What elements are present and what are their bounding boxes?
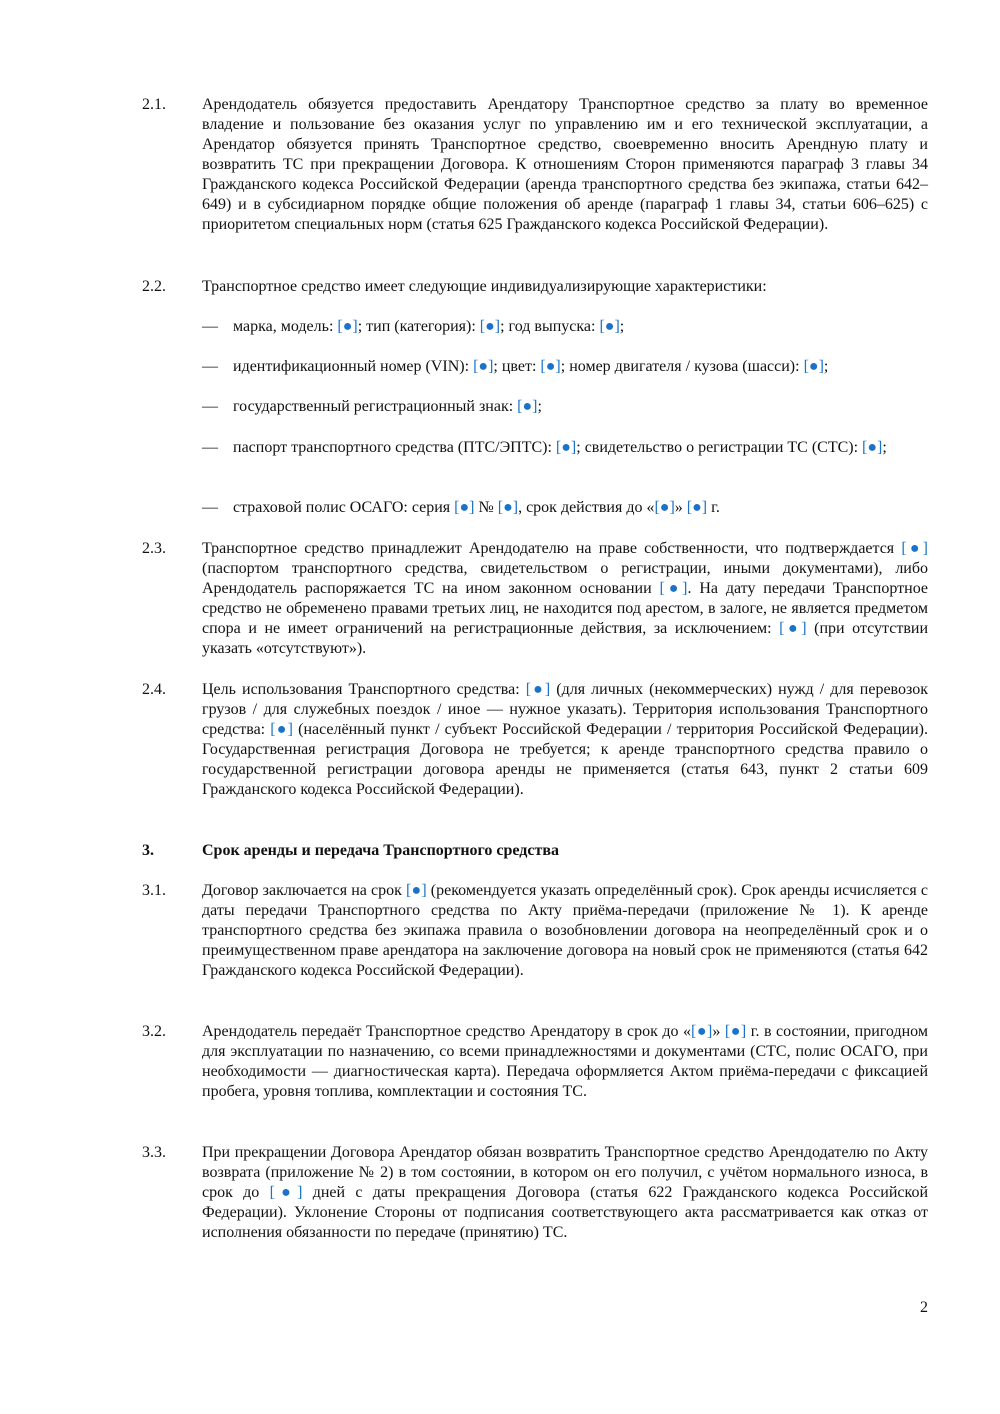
text: »	[674, 499, 687, 516]
text: (при отсутствии указать «отсутствуют»).	[202, 620, 929, 657]
text: (паспортом транспортного средства, свидетельством о регистрации, иными документами), либо Арендодатель распоряжается ТС на ином законном основании	[202, 560, 928, 597]
text: Договор заключается на срок	[202, 882, 407, 899]
clause-number: 3.2.	[142, 1023, 166, 1040]
clause-text: Транспортное средство имеет следующие индивидуализирующие характеристики:	[202, 278, 767, 295]
clause-2-1	[142, 95, 928, 235]
text: Цель использования Транспортного средства:	[202, 681, 526, 698]
list-item-osago	[202, 498, 928, 518]
clause-2-2	[142, 277, 928, 297]
clause-3-2	[142, 1022, 928, 1102]
list-item-vin	[202, 357, 928, 377]
dash-marker: —	[202, 398, 218, 415]
placeholder: [●]	[803, 358, 824, 375]
text: государственный регистрационный знак:	[233, 398, 518, 415]
placeholder: [●]	[901, 540, 928, 557]
placeholder: [●]	[599, 318, 620, 335]
section-heading-3	[142, 841, 928, 861]
list-item-text	[233, 397, 928, 417]
list-item-text	[233, 317, 928, 337]
dash-marker: —	[202, 499, 218, 516]
clause-number: 2.1.	[142, 96, 166, 113]
text: ;	[882, 439, 887, 456]
text: ; тип (категория):	[357, 318, 480, 335]
text: дней с даты прекращения Договора (статья 622 Гражданского кодекса Российской Федерации). Уклонение Стороны от подписания соответствующего акта рассматривается как отказ от исполнения обязанности по передаче (принятию) ТС.	[202, 1184, 929, 1241]
text: Арендодатель передаёт Транспортное средство Арендатору в срок до «	[202, 1023, 692, 1040]
dash-marker: —	[202, 358, 218, 375]
clause-3-1	[142, 881, 928, 981]
text: . На дату передачи Транспортное средство не обременено правами третьих лиц, не находится под арестом, в залоге, не является предметом спора и не имеет ограничений на регистрационные действия, за исключением:	[202, 580, 928, 637]
placeholder: [●]	[479, 318, 501, 335]
placeholder: [●]	[270, 721, 293, 738]
placeholder: [●]	[269, 1184, 303, 1201]
placeholder: [●]	[406, 882, 427, 899]
text: ;	[823, 358, 829, 375]
clause-text	[202, 1022, 928, 1102]
placeholder: [●]	[454, 499, 475, 516]
clause-3-3	[142, 1143, 928, 1243]
clause-text	[202, 881, 928, 981]
list-item-make-model	[202, 317, 928, 337]
section-title: Срок аренды и передача Транспортного средства	[202, 842, 559, 859]
list-item-plate	[202, 397, 928, 417]
section-number: 3.	[142, 842, 154, 859]
text: г.	[707, 499, 720, 516]
text: паспорт транспортного средства (ПТС/ЭПТС):	[233, 439, 556, 456]
placeholder: [●]	[337, 318, 358, 335]
text: марка, модель:	[233, 318, 338, 335]
placeholder: [●]	[517, 398, 538, 415]
text: ; год выпуска:	[500, 318, 600, 335]
placeholder: [●]	[686, 499, 708, 516]
text: (для личных (некоммерческих) нужд / для перевозок грузов / для служебных поездок / иное — нужное указать). Территория использования Транспортного средства:	[202, 681, 928, 738]
placeholder: [●]	[525, 681, 551, 698]
text: №	[474, 499, 498, 516]
list-item-text	[233, 438, 928, 458]
text: г. в состоянии, пригодном для эксплуатации по назначению, со всеми принадлежностями и документами (СТС, полис ОСАГО, при необходимости — диагностическая карта). Передача оформляется Актом приёма-передачи с фиксацией пробега, уровня топлива, комплектации и состояния ТС.	[202, 1023, 928, 1100]
text: страховой полис ОСАГО: серия	[233, 499, 455, 516]
clause-number: 2.3.	[142, 540, 166, 557]
text: »	[712, 1023, 725, 1040]
clause-2-3	[142, 539, 928, 659]
clause-text	[202, 1143, 928, 1243]
dash-marker: —	[202, 439, 218, 456]
clause-text	[202, 680, 928, 800]
placeholder: [●]	[654, 499, 675, 516]
placeholder: [●]	[540, 358, 561, 375]
placeholder: [●]	[724, 1023, 747, 1040]
placeholder: [●]	[497, 499, 519, 516]
page-number: 2	[920, 1299, 928, 1316]
placeholder: [●]	[555, 439, 577, 456]
dash-marker: —	[202, 318, 218, 335]
clause-text	[202, 539, 928, 659]
clause-2-4	[142, 680, 928, 800]
clause-text: Арендодатель обязуется предоставить Арендатору Транспортное средство за плату во временное владение и пользование без оказания услуг по управлению им и его технической эксплуатации, а Арендатор обязуется принять Транспортное средство, своевременно вносить Арендную плату и возвратить ТС при прекращении Договора. К отношениям Сторон применяются параграф 3 главы 34 Гражданского кодекса Российской Федерации (аренда транспортного средства без экипажа, статьи 642–649) и в субсидиарном порядке общие положения об аренде (параграф 1 главы 34, статьи 606–625) с приоритетом специальных норм (статья 625 Гражданского кодекса Российской Федерации).	[202, 96, 928, 233]
text: ;	[537, 398, 542, 415]
list-item-text	[233, 498, 928, 518]
placeholder: [●]	[473, 358, 494, 375]
text: ; цвет:	[493, 358, 541, 375]
text: ;	[619, 318, 625, 335]
placeholder: [●]	[691, 1023, 713, 1040]
clause-number: 3.3.	[142, 1144, 166, 1161]
text: При прекращении Договора Арендатор обязан возвратить Транспортное средство Арендодателю по Акту возврата (приложение № 2) в том состоянии, в котором он его получил, с учётом нормального износа, в срок до	[202, 1144, 928, 1201]
text: ; номер двигателя / кузова (шасси):	[560, 358, 804, 375]
clause-number: 3.1.	[142, 882, 166, 899]
clause-number: 2.2.	[142, 278, 166, 295]
text: (рекомендуется указать определённый срок). Срок аренды исчисляется с даты передачи Транспортного средства по Акту приёма-передачи (приложение № 1). К аренде транспортного средства без экипажа правила о возобновлении договора на неопределённый срок и о преимущественном праве арендатора на заключение договора на новый срок не применяются (статья 642 Гражданского кодекса Российской Федерации).	[202, 882, 929, 979]
placeholder: [●]	[659, 580, 688, 597]
placeholder: [●]	[862, 439, 883, 456]
text: идентификационный номер (VIN):	[233, 358, 474, 375]
list-item-pts	[202, 438, 928, 458]
text: Транспортное средство принадлежит Арендодателю на праве собственности, что подтверждается	[202, 540, 902, 557]
list-item-text	[233, 357, 928, 377]
clause-number: 2.4.	[142, 681, 166, 698]
text: (населённый пункт / субъект Российской Федерации / территория Российской Федерации). Государственная регистрация Договора не требуется; к аренде транспортного средства правило о государственной регистрации договора аренды не применяется (статья 643, пункт 2 статьи 609 Гражданского кодекса Российской Федерации).	[202, 721, 929, 798]
text: ; свидетельство о регистрации ТС (СТС):	[576, 439, 863, 456]
text: , срок действия до «	[518, 499, 655, 516]
placeholder: [●]	[779, 620, 807, 637]
